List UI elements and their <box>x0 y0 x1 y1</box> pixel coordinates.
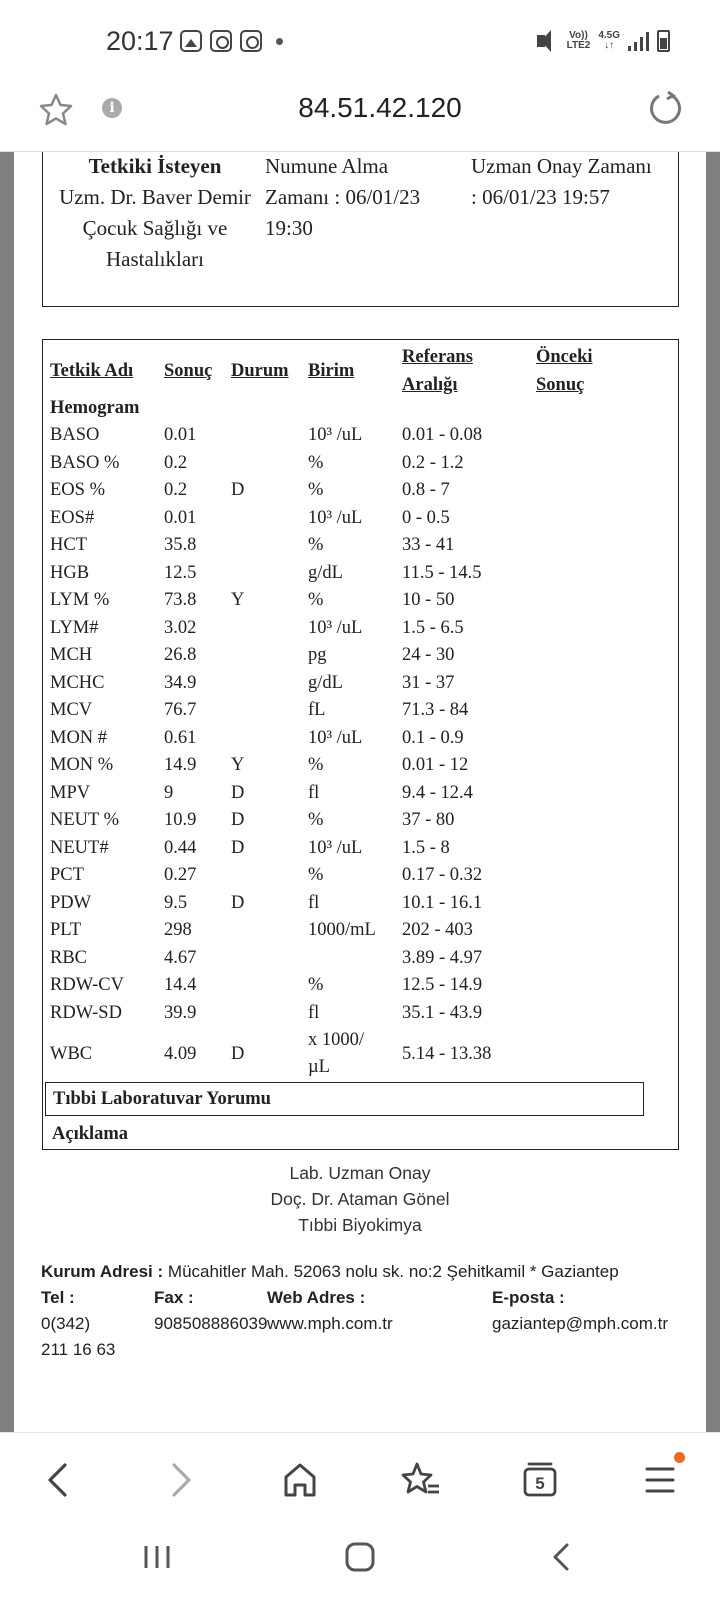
web-value[interactable]: www.mph.com.tr <box>267 1314 393 1333</box>
cell-unit: % <box>308 975 324 995</box>
cell-unit: pg <box>308 645 327 665</box>
site-info-icon[interactable]: i <box>102 98 122 118</box>
table-row <box>43 725 678 752</box>
cell-result: 39.9 <box>164 1002 197 1023</box>
cell-reference: 10 - 50 <box>402 590 455 610</box>
cell-unit: x 1000/ µL <box>308 1030 365 1077</box>
status-time: 20:17 <box>106 26 174 56</box>
cell-name: PDW <box>50 892 92 913</box>
cell-result: 3.02 <box>164 617 197 638</box>
cell-unit: % <box>308 535 324 555</box>
cell-result: 34.9 <box>164 672 197 693</box>
cell-name: EOS % <box>50 480 105 500</box>
reload-icon[interactable] <box>646 90 684 128</box>
cell-unit: 10³ /uL <box>308 837 363 858</box>
cell-status: D <box>231 480 245 500</box>
cell-unit: 10³ /uL <box>308 425 363 445</box>
fax-value: 908508886039 <box>154 1314 268 1333</box>
table-row <box>43 780 678 807</box>
report-info-box <box>42 152 679 307</box>
cell-result: 0.27 <box>164 865 197 885</box>
mute-icon <box>537 30 559 52</box>
group-title: Hemogram <box>50 398 140 418</box>
cell-result: 73.8 <box>164 590 197 610</box>
cell-name: LYM % <box>50 590 110 610</box>
web-page-content <box>14 152 706 1432</box>
web-label: Web Adres : <box>267 1288 366 1307</box>
tel-value-line2: 211 16 63 <box>41 1340 116 1359</box>
cell-name: RDW-SD <box>50 1002 122 1023</box>
cell-result: 0.44 <box>164 837 197 858</box>
cell-result: 4.09 <box>164 1044 197 1064</box>
cell-unit: % <box>308 452 324 473</box>
header-unit: Birim <box>308 361 355 381</box>
system-navigation-bar <box>0 1527 720 1600</box>
home-icon[interactable] <box>275 1455 325 1505</box>
status-bar <box>0 0 720 86</box>
cell-unit: fL <box>308 700 326 720</box>
cell-name: LYM# <box>50 617 99 638</box>
cell-unit: 10³ /uL <box>308 617 363 638</box>
cell-reference: 11.5 - 14.5 <box>402 562 482 583</box>
cell-name: HGB <box>50 562 90 583</box>
table-row <box>43 697 678 724</box>
cell-reference: 9.4 - 12.4 <box>402 782 473 803</box>
cell-result: 35.8 <box>164 535 197 555</box>
table-row <box>43 1026 678 1082</box>
status-notification-icons <box>180 30 283 52</box>
cell-reference: 202 - 403 <box>402 920 473 940</box>
back-nav-icon[interactable] <box>542 1537 582 1577</box>
cell-name: MPV <box>50 782 91 803</box>
cell-name: HCT <box>50 535 87 555</box>
table-row <box>43 862 678 889</box>
cell-status: D <box>231 837 245 858</box>
header-previous: Önceki Sonuç <box>536 347 593 395</box>
cell-name: NEUT# <box>50 837 109 858</box>
cell-unit: 10³ /uL <box>308 507 363 528</box>
cell-reference: 24 - 30 <box>402 645 455 665</box>
instagram-icon <box>240 30 262 52</box>
cell-status: D <box>231 810 245 830</box>
cell-name: BASO <box>50 425 100 445</box>
tel-label: Tel : <box>41 1288 75 1307</box>
sample-time: Numune Alma Zamanı : 06/01/23 19:30 <box>265 154 421 240</box>
cell-reference: 1.5 - 8 <box>402 837 450 858</box>
table-row <box>43 477 678 504</box>
address-label: Kurum Adresi : <box>41 1262 164 1281</box>
cell-reference: 10.1 - 16.1 <box>402 892 483 913</box>
cell-name: PLT <box>50 920 82 940</box>
cell-unit: % <box>308 480 324 500</box>
header-test-name: Tetkik Adı <box>50 361 134 381</box>
header-status: Durum <box>231 361 289 381</box>
cell-reference: 0.01 - 0.08 <box>402 425 483 445</box>
table-row <box>43 945 678 972</box>
volte-icon: Vo)) LTE2 <box>566 30 591 51</box>
table-row <box>43 560 678 587</box>
tabs-icon[interactable] <box>515 1455 565 1505</box>
approval-line-3: Tıbbi Biyokimya <box>298 1215 422 1235</box>
cell-status: D <box>231 782 245 803</box>
requester-name: Uzm. Dr. Baver Demir <box>59 185 251 209</box>
address-value: Mücahitler Mah. 52063 nolu sk. no:2 Şehitkamil * Gaziantep <box>167 1262 619 1281</box>
cell-result: 0.61 <box>164 727 197 748</box>
back-icon[interactable] <box>34 1455 84 1505</box>
home-nav-icon[interactable] <box>340 1537 380 1577</box>
cell-reference: 0.01 - 12 <box>402 755 469 775</box>
cell-unit: 10³ /uL <box>308 727 363 748</box>
forward-icon[interactable] <box>155 1455 205 1505</box>
results-table <box>42 339 679 1150</box>
cell-unit: % <box>308 810 324 830</box>
requester-title: Tetkiki İsteyen <box>88 154 222 178</box>
cell-reference: 0 - 0.5 <box>402 507 450 528</box>
fax-label: Fax : <box>154 1288 194 1307</box>
cell-status: D <box>231 892 245 913</box>
cell-result: 76.7 <box>164 700 197 720</box>
email-value[interactable]: gaziantep@mph.com.tr <box>492 1314 669 1333</box>
cell-result: 9.5 <box>164 892 188 913</box>
table-row <box>43 807 678 834</box>
table-row <box>43 752 678 779</box>
cell-reference: 0.17 - 0.32 <box>402 865 483 885</box>
table-row <box>43 587 678 614</box>
cell-name: PCT <box>50 865 84 885</box>
cell-result: 298 <box>164 920 192 940</box>
cell-name: MCHC <box>50 672 105 693</box>
menu-notification-dot <box>674 1452 685 1463</box>
cell-reference: 0.2 - 1.2 <box>402 452 464 473</box>
email-label: E-posta : <box>492 1288 565 1307</box>
cell-result: 10.9 <box>164 810 197 830</box>
cell-result: 4.67 <box>164 947 197 968</box>
header-reference: Referans Aralığı <box>402 347 473 395</box>
cell-unit: g/dL <box>308 562 343 583</box>
cell-status: Y <box>231 590 245 610</box>
header-result: Sonuç <box>164 361 213 381</box>
battery-icon <box>657 30 670 52</box>
lab-comment-box: Tıbbi Laboratuvar Yorumu <box>45 1082 644 1116</box>
cell-name: MCV <box>50 700 93 720</box>
cell-result: 0.2 <box>164 452 188 473</box>
url-text[interactable]: 84.51.42.120 <box>298 92 462 123</box>
network-type-icon: 4.5G ↓↑ <box>598 30 620 51</box>
cell-name: NEUT % <box>50 810 120 830</box>
cell-name: RDW-CV <box>50 975 124 995</box>
cell-result: 14.9 <box>164 755 197 775</box>
cell-name: WBC <box>50 1044 93 1064</box>
description-title: Açıklama <box>52 1124 129 1144</box>
table-row <box>43 670 678 697</box>
table-row <box>43 450 678 477</box>
table-row <box>43 532 678 559</box>
cell-result: 14.4 <box>164 975 197 995</box>
browser-bottom-bar <box>0 1432 720 1527</box>
requester-column <box>55 152 255 275</box>
cell-reference: 0.8 - 7 <box>402 480 450 500</box>
approval-line-1: Lab. Uzman Onay <box>289 1163 431 1183</box>
cell-name: MON % <box>50 755 114 775</box>
page-gutter-right <box>706 152 720 1432</box>
cell-reference: 12.5 - 14.9 <box>402 975 483 995</box>
cell-unit: g/dL <box>308 672 343 693</box>
approval-time: Uzman Onay Zamanı : 06/01/23 19:57 <box>471 154 652 209</box>
department: Çocuk Sağlığı ve Hastalıkları <box>82 216 228 271</box>
tel-value-line1: 0(342) <box>41 1314 91 1333</box>
cell-reference: 5.14 - 13.38 <box>402 1044 492 1064</box>
recent-apps-icon[interactable] <box>138 1537 178 1577</box>
instagram-icon <box>210 30 232 52</box>
cell-reference: 0.1 - 0.9 <box>402 727 464 748</box>
table-row <box>43 642 678 669</box>
cell-status: D <box>231 1044 245 1064</box>
bookmarks-icon[interactable] <box>395 1455 445 1505</box>
cell-name: EOS# <box>50 507 95 528</box>
table-row <box>43 835 678 862</box>
page-gutter-left <box>0 152 14 1432</box>
approval-block <box>14 1160 706 1238</box>
cell-unit: fl <box>308 782 320 803</box>
cell-result: 26.8 <box>164 645 197 665</box>
cell-reference: 3.89 - 4.97 <box>402 947 483 968</box>
approval-line-2: Doç. Dr. Ataman Gönel <box>270 1189 450 1209</box>
table-row <box>43 422 678 449</box>
cell-reference: 1.5 - 6.5 <box>402 617 464 638</box>
institution-address <box>41 1260 619 1284</box>
cell-unit: 1000/mL <box>308 920 376 940</box>
cell-unit: fl <box>308 892 320 913</box>
cell-status: Y <box>231 755 245 775</box>
cell-name: MCH <box>50 645 93 665</box>
more-notifications-dot <box>276 38 283 45</box>
cell-reference: 31 - 37 <box>402 672 455 693</box>
cell-reference: 35.1 - 43.9 <box>402 1002 483 1023</box>
signal-icon <box>628 31 649 51</box>
table-row <box>43 890 678 917</box>
table-row <box>43 505 678 532</box>
browser-url-bar <box>0 86 720 152</box>
table-row <box>43 615 678 642</box>
cell-result: 12.5 <box>164 562 197 583</box>
cell-unit: % <box>308 590 324 610</box>
cell-name: MON # <box>50 727 108 748</box>
cell-reference: 37 - 80 <box>402 810 455 830</box>
cell-result: 9 <box>164 782 174 803</box>
cell-result: 0.01 <box>164 425 197 445</box>
cell-unit: fl <box>308 1002 320 1023</box>
table-row <box>43 972 678 999</box>
status-system-icons <box>537 30 670 52</box>
cell-result: 0.2 <box>164 480 188 500</box>
table-row <box>43 917 678 944</box>
table-row <box>43 1000 678 1027</box>
cell-name: BASO % <box>50 452 120 473</box>
cell-unit: % <box>308 755 324 775</box>
tab-count: 5 <box>535 1474 545 1493</box>
cell-result: 0.01 <box>164 507 197 528</box>
gallery-icon <box>180 30 202 52</box>
cell-name: RBC <box>50 947 88 968</box>
cell-reference: 33 - 41 <box>402 535 455 555</box>
cell-unit: % <box>308 865 324 885</box>
cell-reference: 71.3 - 84 <box>402 700 469 720</box>
